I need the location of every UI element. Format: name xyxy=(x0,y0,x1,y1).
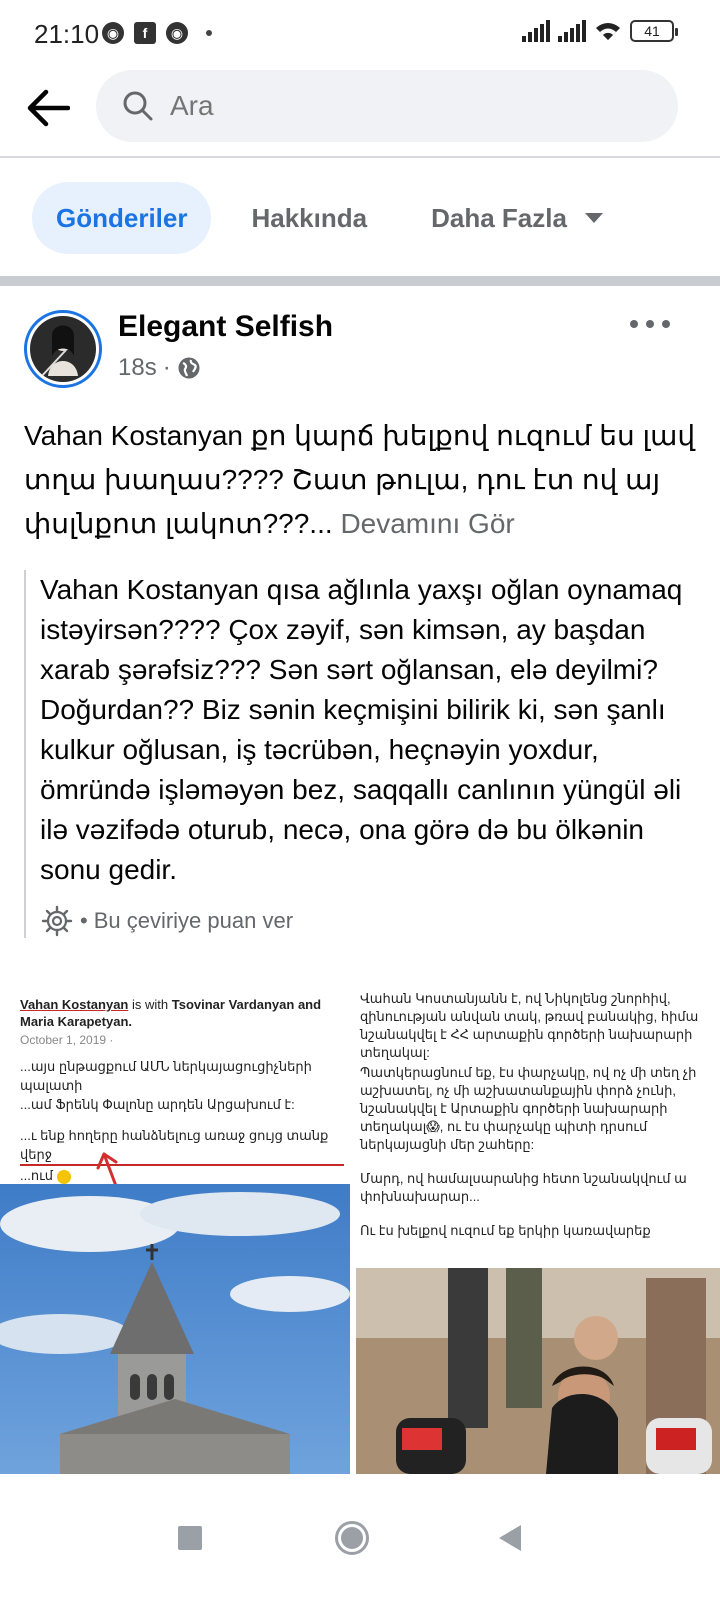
square-icon xyxy=(178,1526,202,1550)
status-bar xyxy=(0,0,720,68)
signal-icon xyxy=(558,20,586,42)
status-notification-icons xyxy=(102,22,212,44)
screenshot-facebook-post xyxy=(0,984,350,1184)
image-paragraph: Մարդ, ով համալսարանից հետո նշանակվում ա փոխնախարար... xyxy=(360,1171,687,1204)
smile-emoji-icon xyxy=(57,1170,71,1184)
post-text xyxy=(24,414,696,546)
rate-translation-button[interactable] xyxy=(40,904,704,938)
shot-date: October 1, 2019 · xyxy=(20,1033,114,1047)
system-nav-bar xyxy=(0,1476,720,1600)
avatar[interactable] xyxy=(24,310,102,388)
shot-tagged: Tsovinar Vardanyan and xyxy=(171,997,322,1012)
home-button[interactable] xyxy=(322,1508,382,1568)
post-options-button[interactable] xyxy=(630,312,670,336)
post-body: Vahan Kostanyan քո կարճ խելքով ուզում ես լավ տղա խաղաս???? Շատ թուլա, դու էտ ով այ փսլնքոտ լակոտ???... xyxy=(24,420,696,539)
caret-down-icon xyxy=(585,213,603,223)
avatar-image xyxy=(30,316,96,382)
header-divider xyxy=(0,156,720,158)
post-header xyxy=(24,310,704,390)
search-bar[interactable] xyxy=(96,70,678,142)
shot-with: is with xyxy=(132,997,169,1012)
image-text-block xyxy=(360,990,716,1256)
profile-tabs xyxy=(32,182,627,254)
post-image-right[interactable] xyxy=(356,984,720,1474)
triangle-left-icon xyxy=(499,1525,521,1551)
back-button[interactable] xyxy=(22,82,74,134)
shot-line: ...ամ Ֆրենկ Փալոնը արդեն Արցախում է: xyxy=(20,1097,295,1112)
church-photo xyxy=(0,1184,350,1474)
shot-body xyxy=(20,1057,344,1185)
dot-icon xyxy=(646,320,654,328)
facebook-icon: f xyxy=(134,22,156,44)
image-paragraph: Ու էս խելքով ուզում եք երկիր կառավարեք xyxy=(360,1223,651,1238)
status-system-icons xyxy=(522,20,674,42)
tab-more[interactable] xyxy=(407,182,627,254)
status-time: 21:10 xyxy=(34,19,100,49)
rate-translation-label: Bu çeviriye puan ver xyxy=(93,908,294,933)
shot-line xyxy=(20,1166,344,1185)
circle-icon xyxy=(335,1521,369,1555)
post-images xyxy=(0,984,720,1474)
rate-dot: • xyxy=(80,908,88,933)
battery-icon: 41 xyxy=(630,20,674,42)
group-photo xyxy=(356,1268,720,1474)
translation-block xyxy=(24,570,704,938)
church-icon xyxy=(0,1184,350,1474)
avatar-portrait-icon xyxy=(30,316,96,382)
post-image-left[interactable] xyxy=(0,984,350,1474)
shot-line: ...այս ընթացքում ԱՄՆ ներկայացուցիչների պալատի xyxy=(20,1059,312,1093)
globe-icon xyxy=(177,356,201,380)
more-notifications-icon xyxy=(206,30,212,36)
image-paragraph: Պատկերացնում եք, էս փարչակը, ով ոչ մի տեղ չի աշխատել, ոչ մի աշխատանքային փորձ չունի, նշանակվել է Արտաքին գործերի նախարարի տեղակալ😱, ու էս փարչակը պիտի դրսում ներկայացնի մեր շահերը: xyxy=(360,1065,697,1152)
search-input[interactable] xyxy=(170,90,630,122)
tab-more-label: Daha Fazla xyxy=(431,202,567,233)
search-icon xyxy=(120,88,156,124)
app-header xyxy=(0,68,720,156)
chrome-icon: ◉ xyxy=(102,22,124,44)
dot-icon xyxy=(630,320,638,328)
shot-author: Vahan Kostanyan xyxy=(20,997,129,1012)
tab-about[interactable] xyxy=(227,182,391,254)
shot-line-text: ...ում xyxy=(20,1168,53,1183)
section-separator xyxy=(0,276,720,286)
tab-posts[interactable] xyxy=(32,182,211,254)
translation-text: Vahan Kostanyan qısa ağlınla yaxşı oğlan oynamaq istəyirsən???? Çox zəyif, sən kimsən, ay başdan xarab şərəfsiz??? Sən sərt oğlansan, elə deyilmi? Doğurdan?? Biz sənin keçmişini bilirik ki, sən şanlı kulkur oğlusan, iş təcrübən, heçnəyin yoxdur, ömründə işləməyən bez, saqqallı canlının yüngül əli ilə vəzifədə oturub, necə, ona görə də bu ölkənin sonu gedir. xyxy=(40,574,683,885)
people-photo-icon xyxy=(356,1268,720,1474)
dot-icon xyxy=(662,320,670,328)
shot-line: ...ւ ենք հողերը հանձնելուց առաջ ցույց տանք վերջ xyxy=(20,1126,344,1166)
see-more-link[interactable]: Devamını Gör xyxy=(340,508,515,539)
wifi-icon xyxy=(594,20,622,42)
tab-about-label: Hakkında xyxy=(251,202,368,233)
shot-header xyxy=(20,996,344,1030)
gear-icon xyxy=(40,904,74,938)
arrow-left-icon xyxy=(26,88,70,128)
shot-tagged-2: Maria Karapetyan. xyxy=(20,1014,132,1029)
tab-posts-label: Gönderiler xyxy=(56,202,188,233)
circle-inner xyxy=(341,1527,363,1549)
image-paragraph: Վահան Կոստանյանն է, ով Նիկոլենց շնորհիվ, զինուության անվան տակ, թռավ բանակից, հիմա նշանակվել է ՀՀ արտաքին գործերի նախարարի տեղակալ: xyxy=(360,991,699,1060)
back-nav-button[interactable] xyxy=(480,1508,540,1568)
signal-icon xyxy=(522,20,550,42)
post-meta xyxy=(118,354,201,382)
post-author[interactable]: Elegant Selfish xyxy=(118,310,334,343)
post-time[interactable]: 18s xyxy=(118,354,157,381)
recents-button[interactable] xyxy=(160,1508,220,1568)
meta-separator: · xyxy=(162,354,171,381)
chrome-icon: ◉ xyxy=(166,22,188,44)
